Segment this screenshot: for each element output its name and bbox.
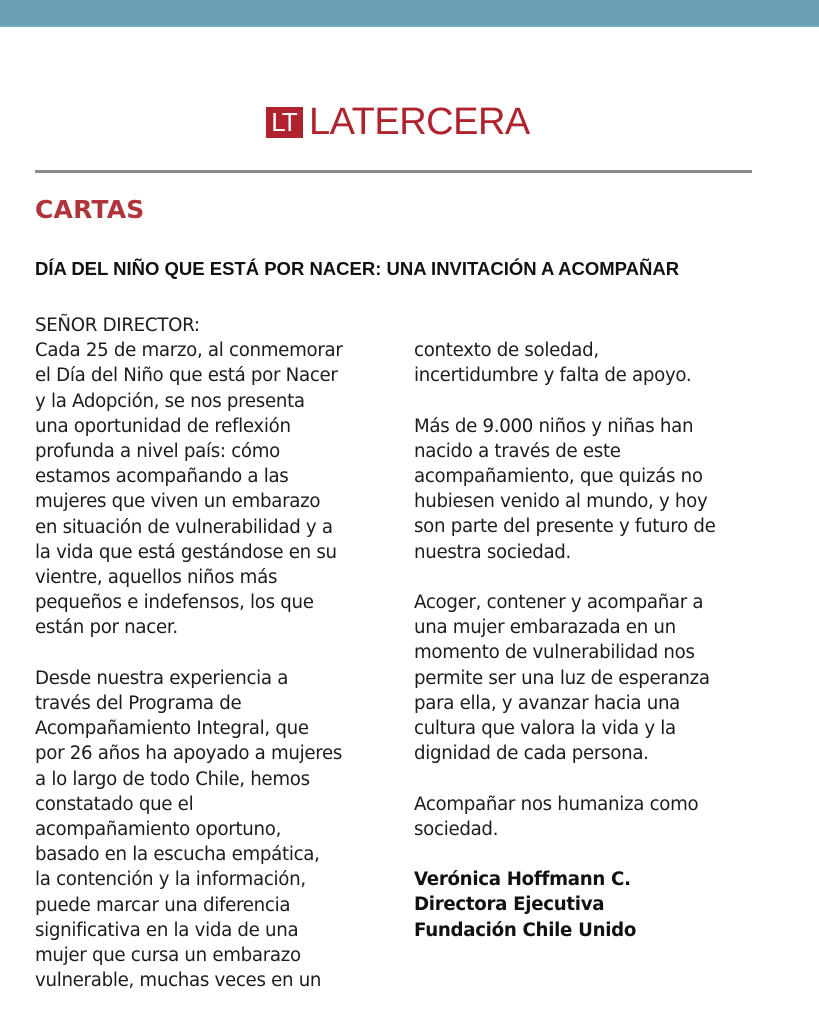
text-line: mujeres que viven un embarazo	[35, 491, 321, 513]
top-color-bar	[0, 0, 819, 27]
signature-role: Directora Ejecutiva	[414, 894, 605, 916]
header-divider	[35, 170, 752, 173]
text-line: el Día del Niño que está por Nacer	[35, 365, 338, 387]
text-line: estamos acompañando a las	[35, 466, 289, 488]
text-line: nacido a través de este	[414, 440, 621, 462]
paragraph-2	[35, 666, 405, 994]
text-line: a lo largo de todo Chile, hemos	[35, 768, 310, 790]
text-line: pequeños e indefensos, los que	[35, 592, 314, 614]
text-line: constatado que el	[35, 793, 194, 815]
text-line: en situación de vulnerabilidad y a	[35, 516, 333, 538]
text-line: sociedad.	[414, 818, 499, 840]
text-line: y la Adopción, se nos presenta	[35, 390, 305, 412]
text-line: significativa en la vida de una	[35, 919, 299, 941]
signature-name: Verónica Hoffmann C.	[414, 869, 631, 891]
salutation	[35, 313, 405, 338]
text-line: dignidad de cada persona.	[414, 743, 649, 765]
text-line: puede marcar una diferencia	[35, 894, 291, 916]
text-line: basado en la escucha empática,	[35, 844, 320, 866]
left-column	[35, 313, 405, 1019]
salutation-text: SEÑOR DIRECTOR:	[35, 315, 200, 336]
text-line: acompañamiento, que quizás no	[414, 466, 703, 487]
text-line: una oportunidad de reflexión	[35, 415, 291, 437]
text-line: Acompañamiento Integral, que	[35, 718, 309, 740]
text-line: incertidumbre y falta de apoyo.	[414, 365, 692, 387]
text-line: profunda a nivel país: cómo	[35, 441, 280, 463]
text-line: acompañamiento oportuno,	[35, 819, 282, 841]
right-column	[414, 338, 794, 943]
text-line: la contención y la información,	[35, 869, 306, 891]
logo-wordmark: LATERCERA	[309, 101, 530, 143]
text-line: vulnerable, muchas veces en un	[35, 970, 322, 992]
paragraph-5	[414, 792, 794, 842]
text-line: Desde nuestra experiencia a	[35, 667, 289, 689]
text-line: hubiesen venido al mundo, y hoy	[414, 491, 708, 513]
text-line: Cada 25 de marzo, al conmemorar	[35, 340, 343, 362]
text-line: través del Programa de	[35, 693, 242, 715]
text-line: por 26 años ha apoyado a mujeres	[35, 743, 343, 765]
letter-headline: DÍA DEL NIÑO QUE ESTÁ POR NACER: UNA INVITACIÓN A ACOMPAÑAR	[35, 258, 680, 279]
logo-mark: LT	[266, 107, 303, 138]
text-line: para ella, y avanzar hacia una	[414, 692, 681, 714]
text-line: una mujer embarazada en un	[414, 617, 676, 639]
text-line: mujer que cursa un embarazo	[35, 945, 301, 967]
text-line: Más de 9.000 niños y niñas han	[414, 415, 694, 437]
paragraph-1	[35, 338, 405, 640]
text-line: cultura que valora la vida y la	[414, 718, 676, 740]
text-line: contexto de soledad,	[414, 340, 599, 361]
paragraph-3	[414, 414, 794, 565]
text-line: la vida que está gestándose en su	[35, 541, 337, 563]
paragraph-2-continued	[414, 338, 794, 388]
signature-block	[414, 867, 794, 943]
text-line: vientre, aquellos niños más	[35, 567, 278, 589]
la-tercera-logo	[266, 103, 530, 141]
section-title: CARTAS	[35, 195, 145, 224]
text-line: están por nacer.	[35, 617, 178, 639]
text-line: Acompañar nos humaniza como	[414, 793, 699, 815]
text-line: Acoger, contener y acompañar a	[414, 592, 704, 613]
text-line: son parte del presente y futuro de	[414, 516, 716, 538]
text-line: nuestra sociedad.	[414, 541, 572, 563]
signature-organization: Fundación Chile Unido	[414, 919, 637, 941]
text-line: permite ser una luz de esperanza	[414, 667, 710, 689]
paragraph-4	[414, 590, 794, 766]
text-line: momento de vulnerabilidad nos	[414, 642, 695, 664]
